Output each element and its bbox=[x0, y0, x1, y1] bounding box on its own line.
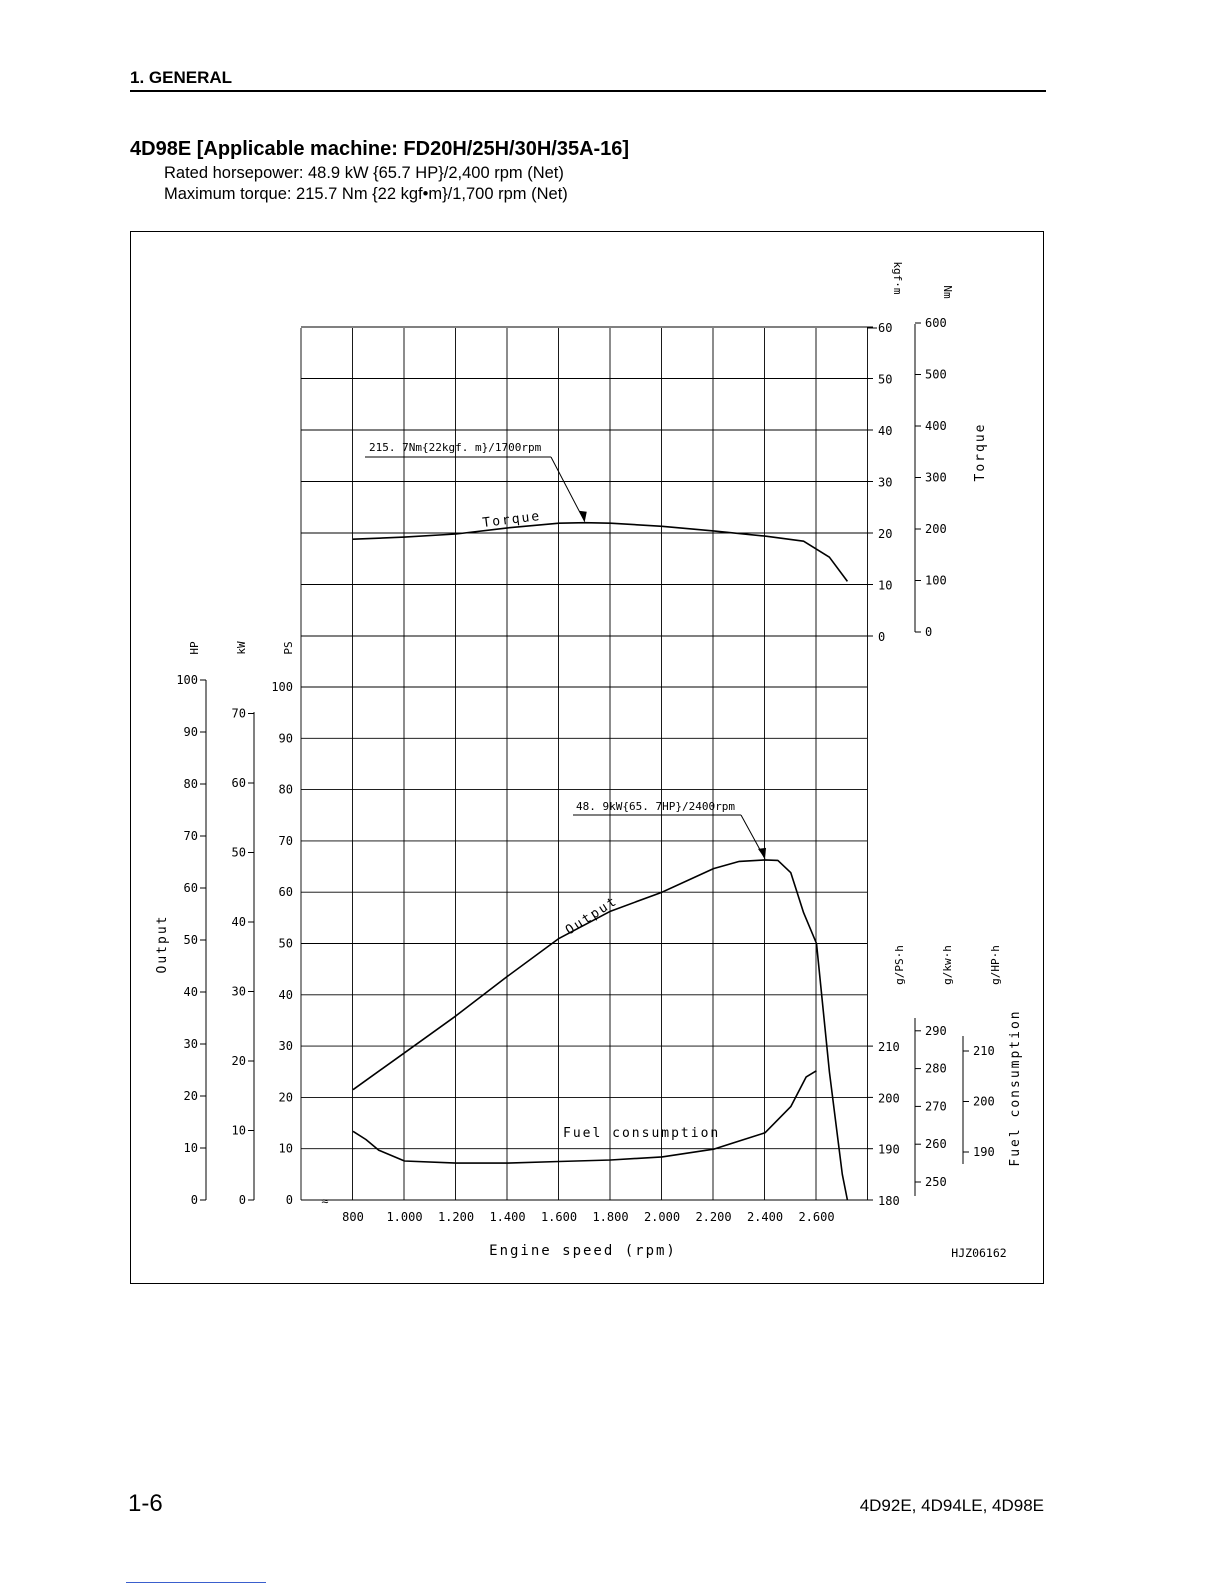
torque-nm-tick-label: 200 bbox=[925, 522, 947, 536]
fuel-gkw-tick-label: 290 bbox=[925, 1023, 947, 1038]
output-kw-tick-label: 60 bbox=[231, 776, 246, 790]
torque-kgfm-tick-label: 0 bbox=[878, 630, 886, 644]
x-tick-label: 2.200 bbox=[695, 1210, 732, 1224]
torque-nm-unit: Nm bbox=[941, 285, 954, 299]
output-kw-tick-label: 10 bbox=[231, 1123, 246, 1138]
fuel-gkw-tick-label: 280 bbox=[925, 1061, 947, 1076]
output-hp-tick-label: 70 bbox=[183, 829, 198, 843]
output-annotation-arrow bbox=[758, 848, 766, 859]
output-hp-unit: HP bbox=[188, 641, 201, 655]
output-ps-unit: PS bbox=[282, 641, 295, 655]
torque-kgfm-tick-label: 60 bbox=[878, 321, 893, 335]
output-kw-tick-label: 70 bbox=[231, 706, 246, 721]
torque-nm-tick-label: 0 bbox=[925, 625, 933, 639]
output-hp-tick-label: 50 bbox=[183, 933, 198, 947]
output-hp-tick-label: 60 bbox=[183, 881, 198, 895]
fuel-consumption-curve bbox=[353, 1071, 817, 1163]
fuel-ghp-tick-label: 200 bbox=[973, 1094, 995, 1109]
output-hp-tick-label: 40 bbox=[183, 985, 198, 999]
performance-chart bbox=[131, 232, 1043, 1282]
max-torque-text: Maximum torque: 215.7 Nm {22 kgf•m}/1,700 rpm (Net) bbox=[164, 185, 568, 203]
torque-annotation-arrow bbox=[579, 511, 587, 522]
fuel-ghp-tick-label: 190 bbox=[973, 1145, 995, 1159]
fuel-gps-tick-label: 210 bbox=[878, 1040, 900, 1055]
figure-title: 4D98E [Applicable machine: FD20H/25H/30H/35A-16] bbox=[130, 138, 630, 160]
torque-kgfm-tick-label: 40 bbox=[878, 424, 893, 438]
output-hp-tick-label: 10 bbox=[183, 1141, 198, 1155]
section-heading: 1. GENERAL bbox=[130, 68, 233, 87]
torque-kgfm-tick-label: 30 bbox=[878, 475, 893, 490]
output-axis-label: Output bbox=[155, 914, 170, 974]
fuel-gps-tick-label: 180 bbox=[878, 1194, 900, 1208]
page-number: 1-6 bbox=[128, 1490, 163, 1517]
fuel-gps-tick-label: 200 bbox=[878, 1091, 900, 1106]
output-ps-tick-label: 20 bbox=[278, 1090, 293, 1105]
output-ps-tick-label: 50 bbox=[278, 936, 293, 951]
output-ps-tick-label: 80 bbox=[278, 782, 293, 797]
x-tick-label: 1.200 bbox=[437, 1210, 475, 1224]
torque-nm-tick-label: 400 bbox=[925, 419, 947, 433]
output-curve-label: Output bbox=[563, 893, 621, 939]
x-tick-label: 2.400 bbox=[746, 1210, 784, 1224]
output-ps-tick-label: 70 bbox=[278, 833, 293, 848]
fuel-curve-label: Fuel consumption bbox=[563, 1126, 721, 1141]
header-rule bbox=[130, 90, 1046, 92]
fuel-gkw-tick-label: 260 bbox=[925, 1137, 947, 1152]
output-kw-tick-label: 0 bbox=[238, 1193, 246, 1207]
output-hp-tick-label: 20 bbox=[183, 1089, 198, 1103]
output-peak-annotation: 48. 9kW{65. 7HP}/2400rpm bbox=[576, 800, 735, 813]
x-tick-label: 1.800 bbox=[592, 1210, 629, 1224]
document-models: 4D92E, 4D94LE, 4D98E bbox=[859, 1496, 1044, 1515]
torque-kgfm-unit: kgf·m bbox=[891, 261, 904, 295]
fuel-ghp-tick-label: 210 bbox=[973, 1044, 995, 1058]
torque-kgfm-tick-label: 50 bbox=[878, 372, 893, 387]
x-tick-label: 1.600 bbox=[540, 1210, 578, 1224]
torque-nm-tick-label: 500 bbox=[925, 367, 947, 382]
torque-kgfm-tick-label: 20 bbox=[878, 527, 893, 541]
torque-axis-label: Torque bbox=[973, 422, 988, 482]
torque-kgfm-tick-label: 10 bbox=[878, 578, 893, 593]
output-ps-tick-label: 30 bbox=[278, 1039, 293, 1054]
torque-curve-label: Torque bbox=[481, 508, 543, 531]
output-hp-tick-label: 100 bbox=[176, 673, 198, 687]
output-ps-tick-label: 60 bbox=[278, 885, 293, 900]
torque-peak-annotation: 215. 7Nm{22kgf. m}/1700rpm bbox=[369, 441, 542, 454]
torque-nm-tick-label: 100 bbox=[925, 573, 947, 588]
output-ps-tick-label: 90 bbox=[278, 731, 293, 746]
x-tick-label: 1.400 bbox=[489, 1210, 526, 1224]
fuel-gkw-tick-label: 270 bbox=[925, 1099, 947, 1114]
output-hp-tick-label: 0 bbox=[190, 1193, 198, 1207]
output-ps-tick-label: 10 bbox=[278, 1141, 293, 1156]
torque-curve bbox=[353, 523, 847, 582]
output-ps-tick-label: 100 bbox=[271, 680, 293, 694]
output-ps-tick-label: 0 bbox=[285, 1193, 293, 1207]
fuel-gps-unit: g/PS·h bbox=[893, 945, 906, 985]
fuel-gps-tick-label: 190 bbox=[878, 1142, 900, 1157]
output-ps-tick-label: 40 bbox=[278, 987, 293, 1002]
fuel-gkw-unit: g/kw·h bbox=[941, 945, 954, 985]
output-kw-tick-label: 30 bbox=[231, 984, 246, 999]
chart-frame bbox=[130, 231, 1044, 1284]
torque-nm-tick-label: 300 bbox=[925, 470, 947, 485]
output-kw-tick-label: 20 bbox=[231, 1054, 246, 1068]
link-underline bbox=[126, 1582, 266, 1583]
output-kw-unit: kW bbox=[235, 641, 248, 655]
output-kw-tick-label: 50 bbox=[231, 845, 246, 860]
fuel-axis-label: Fuel consumption bbox=[1008, 1009, 1023, 1167]
x-tick-label: 1.000 bbox=[386, 1210, 423, 1224]
output-hp-tick-label: 90 bbox=[183, 725, 198, 739]
x-tick-label: 2.600 bbox=[798, 1210, 835, 1224]
x-axis-label: Engine speed (rpm) bbox=[489, 1243, 677, 1259]
x-tick-label: 2.000 bbox=[643, 1210, 681, 1224]
output-kw-tick-label: 40 bbox=[231, 915, 246, 929]
output-hp-tick-label: 80 bbox=[183, 777, 198, 791]
output-hp-tick-label: 30 bbox=[183, 1037, 198, 1051]
x-tick-label: 800 bbox=[342, 1210, 364, 1224]
rated-horsepower-text: Rated horsepower: 48.9 kW {65.7 HP}/2,400 rpm (Net) bbox=[164, 164, 564, 182]
torque-nm-tick-label: 600 bbox=[925, 316, 947, 330]
axis-break-mark: ≈ bbox=[321, 1194, 329, 1208]
fuel-gkw-tick-label: 250 bbox=[925, 1175, 947, 1189]
drawing-code: HJZ06162 bbox=[951, 1246, 1007, 1260]
fuel-ghp-unit: g/HP·h bbox=[989, 945, 1002, 985]
